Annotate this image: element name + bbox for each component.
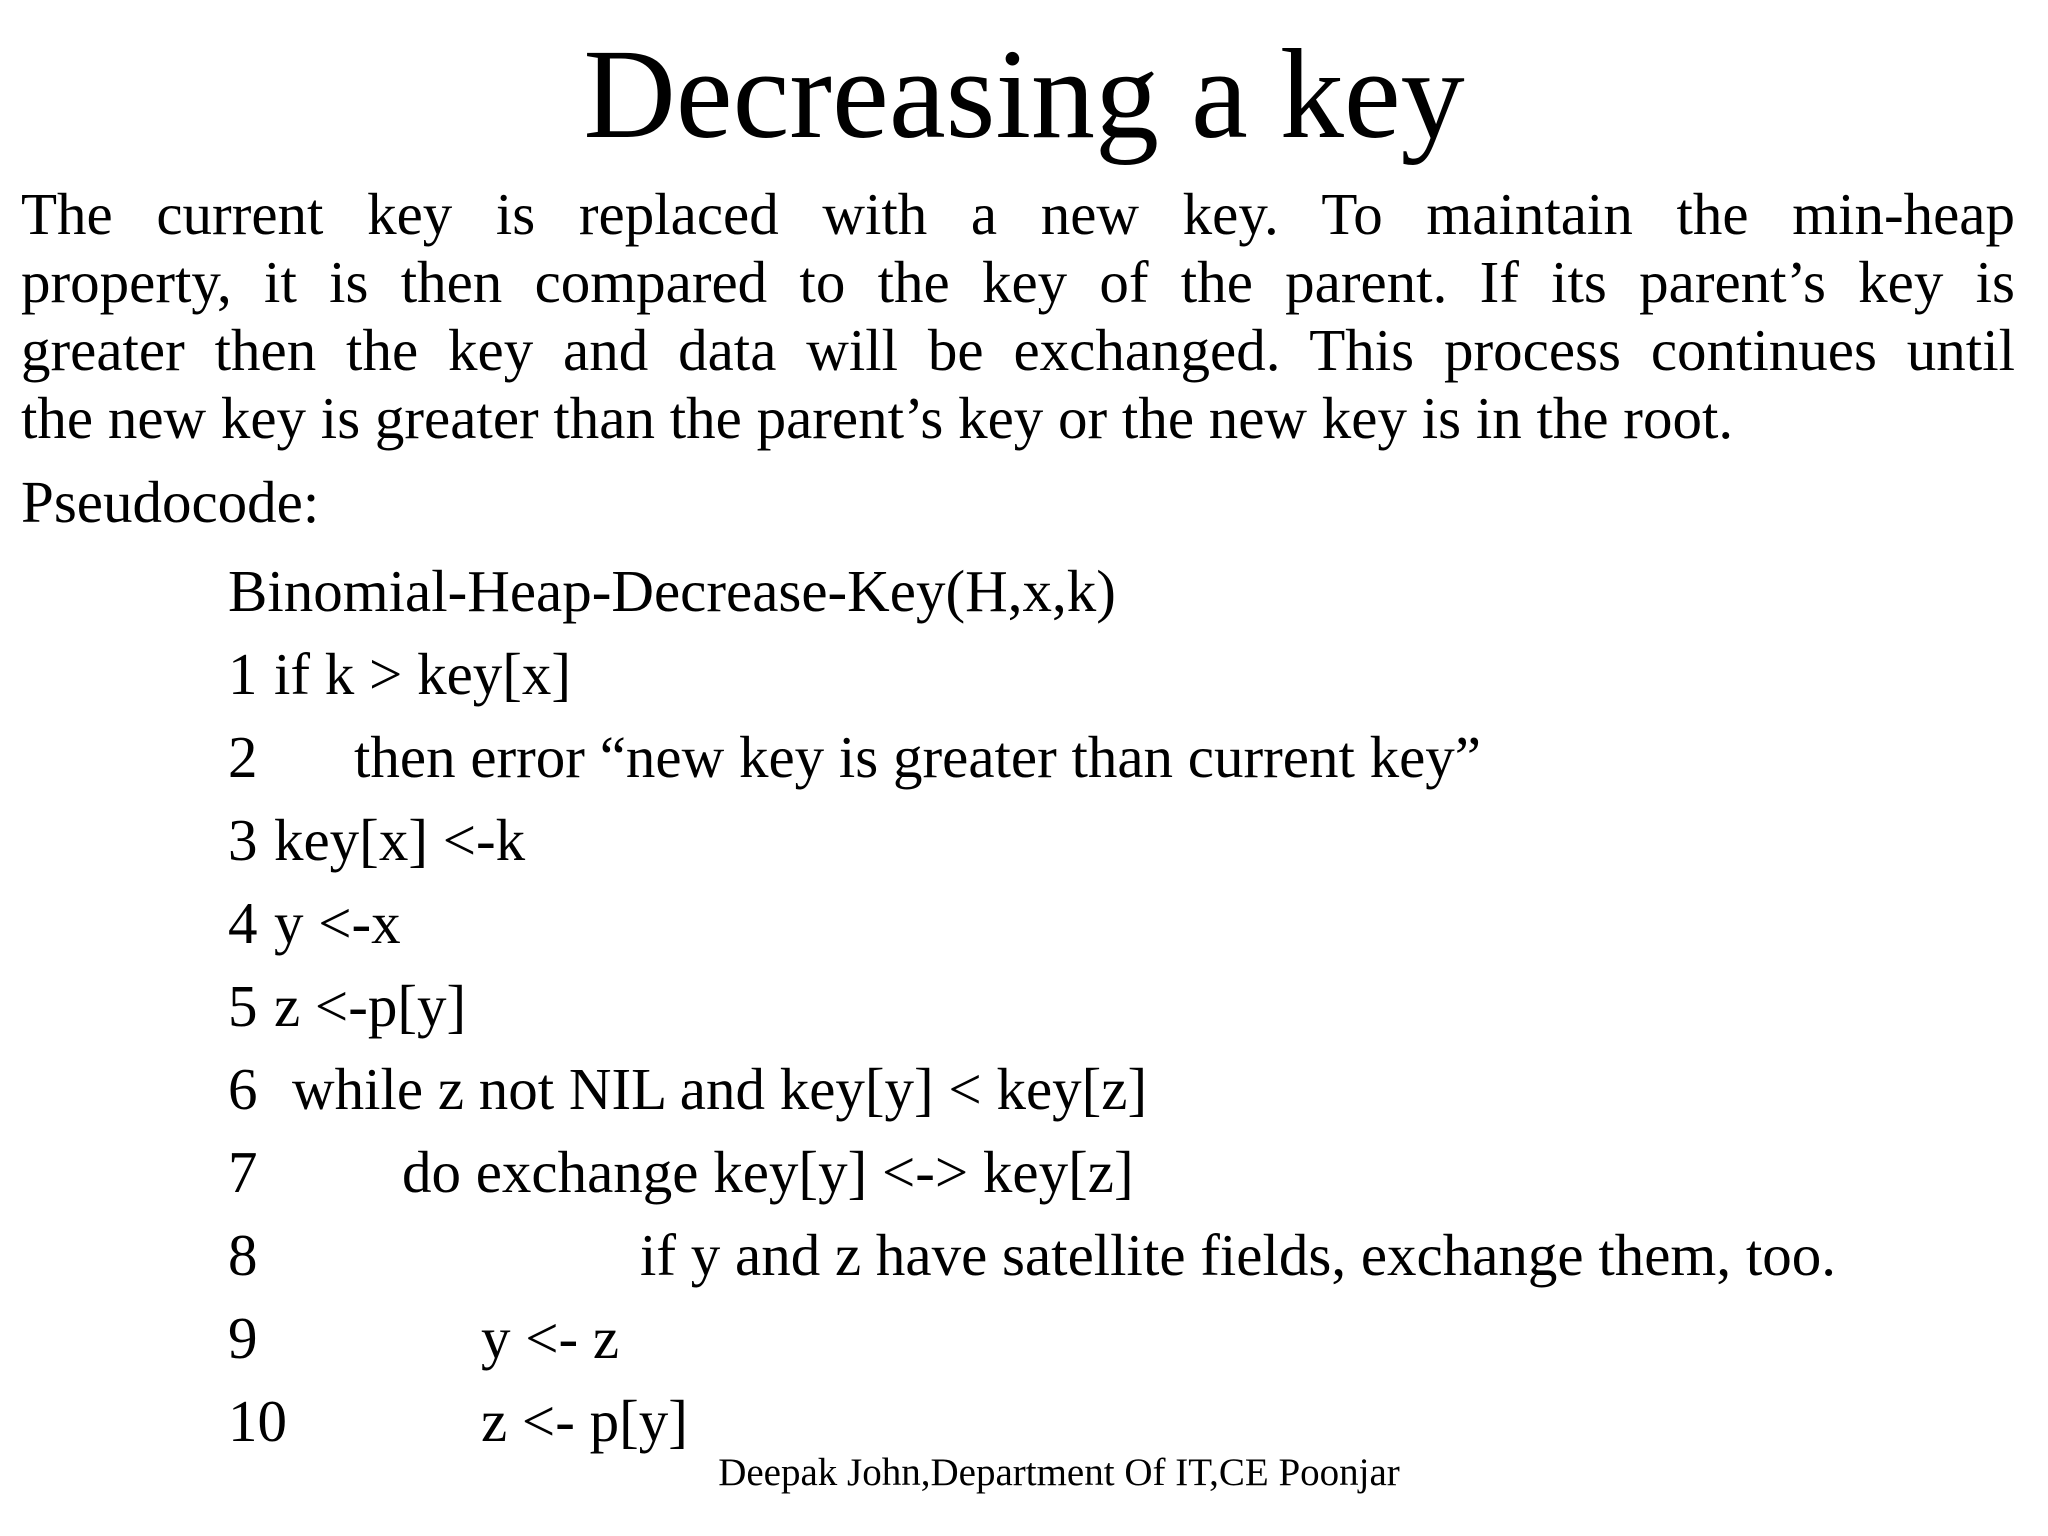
code-line-9 (228, 1297, 1116, 1380)
line-number: 5 (228, 973, 258, 1039)
footer-credit: Deepak John,Department Of IT,CE Poonjar (718, 1451, 1400, 1494)
code-statement: y <-x (274, 890, 401, 956)
line-number: 7 (228, 1139, 258, 1205)
line-number: 10 (228, 1388, 287, 1454)
code-statement: y <- z (481, 1305, 620, 1371)
code-line-6 (228, 1048, 1148, 1131)
code-statement: z <- p[y] (481, 1388, 688, 1454)
code-statement: while z not NIL and key[y] < key[z] (292, 1056, 1148, 1122)
line-number: 1 (228, 641, 258, 707)
line-number: 3 (228, 807, 258, 873)
line-number: 9 (228, 1305, 258, 1371)
pseudocode-block (228, 550, 1836, 1463)
paragraph-line: the new key is greater than the parent’s key or the new key is in the root. (21, 385, 1734, 451)
code-statement: if k > key[x] (274, 641, 572, 707)
code-statement: key[x] <-k (274, 807, 526, 873)
paragraph-line: property, it is then compared to the key of the parent. If its parent’s key is (21, 249, 2015, 315)
code-statement: do exchange key[y] <-> key[z] (402, 1139, 1134, 1205)
code-statement: if y and z have satellite fields, exchange them, too. (640, 1222, 1836, 1288)
procedure-signature: Binomial-Heap-Decrease-Key(H,x,k) (228, 558, 1116, 624)
procedure-header (228, 550, 1116, 633)
code-line-8 (228, 1214, 1836, 1297)
line-number: 4 (228, 890, 258, 956)
code-statement: then error “new key is greater than current key” (354, 724, 1481, 790)
code-line-1 (228, 633, 1116, 716)
code-line-3 (228, 799, 1116, 882)
description-paragraph (21, 180, 2015, 452)
code-line-4 (228, 882, 1116, 965)
paragraph-line: greater then the key and data will be exchanged. This process continues until (21, 317, 2015, 383)
line-number: 8 (228, 1222, 258, 1288)
line-number: 2 (228, 724, 258, 790)
pseudocode-label: Pseudocode: (21, 469, 320, 535)
slide-title: Decreasing a key (583, 23, 1465, 165)
line-number: 6 (228, 1056, 258, 1122)
code-line-2 (228, 716, 1481, 799)
code-line-7 (228, 1131, 1134, 1214)
code-statement: z <-p[y] (274, 973, 467, 1039)
code-line-5 (228, 965, 1116, 1048)
paragraph-line: The current key is replaced with a new key. To maintain the min-heap (21, 181, 2015, 247)
